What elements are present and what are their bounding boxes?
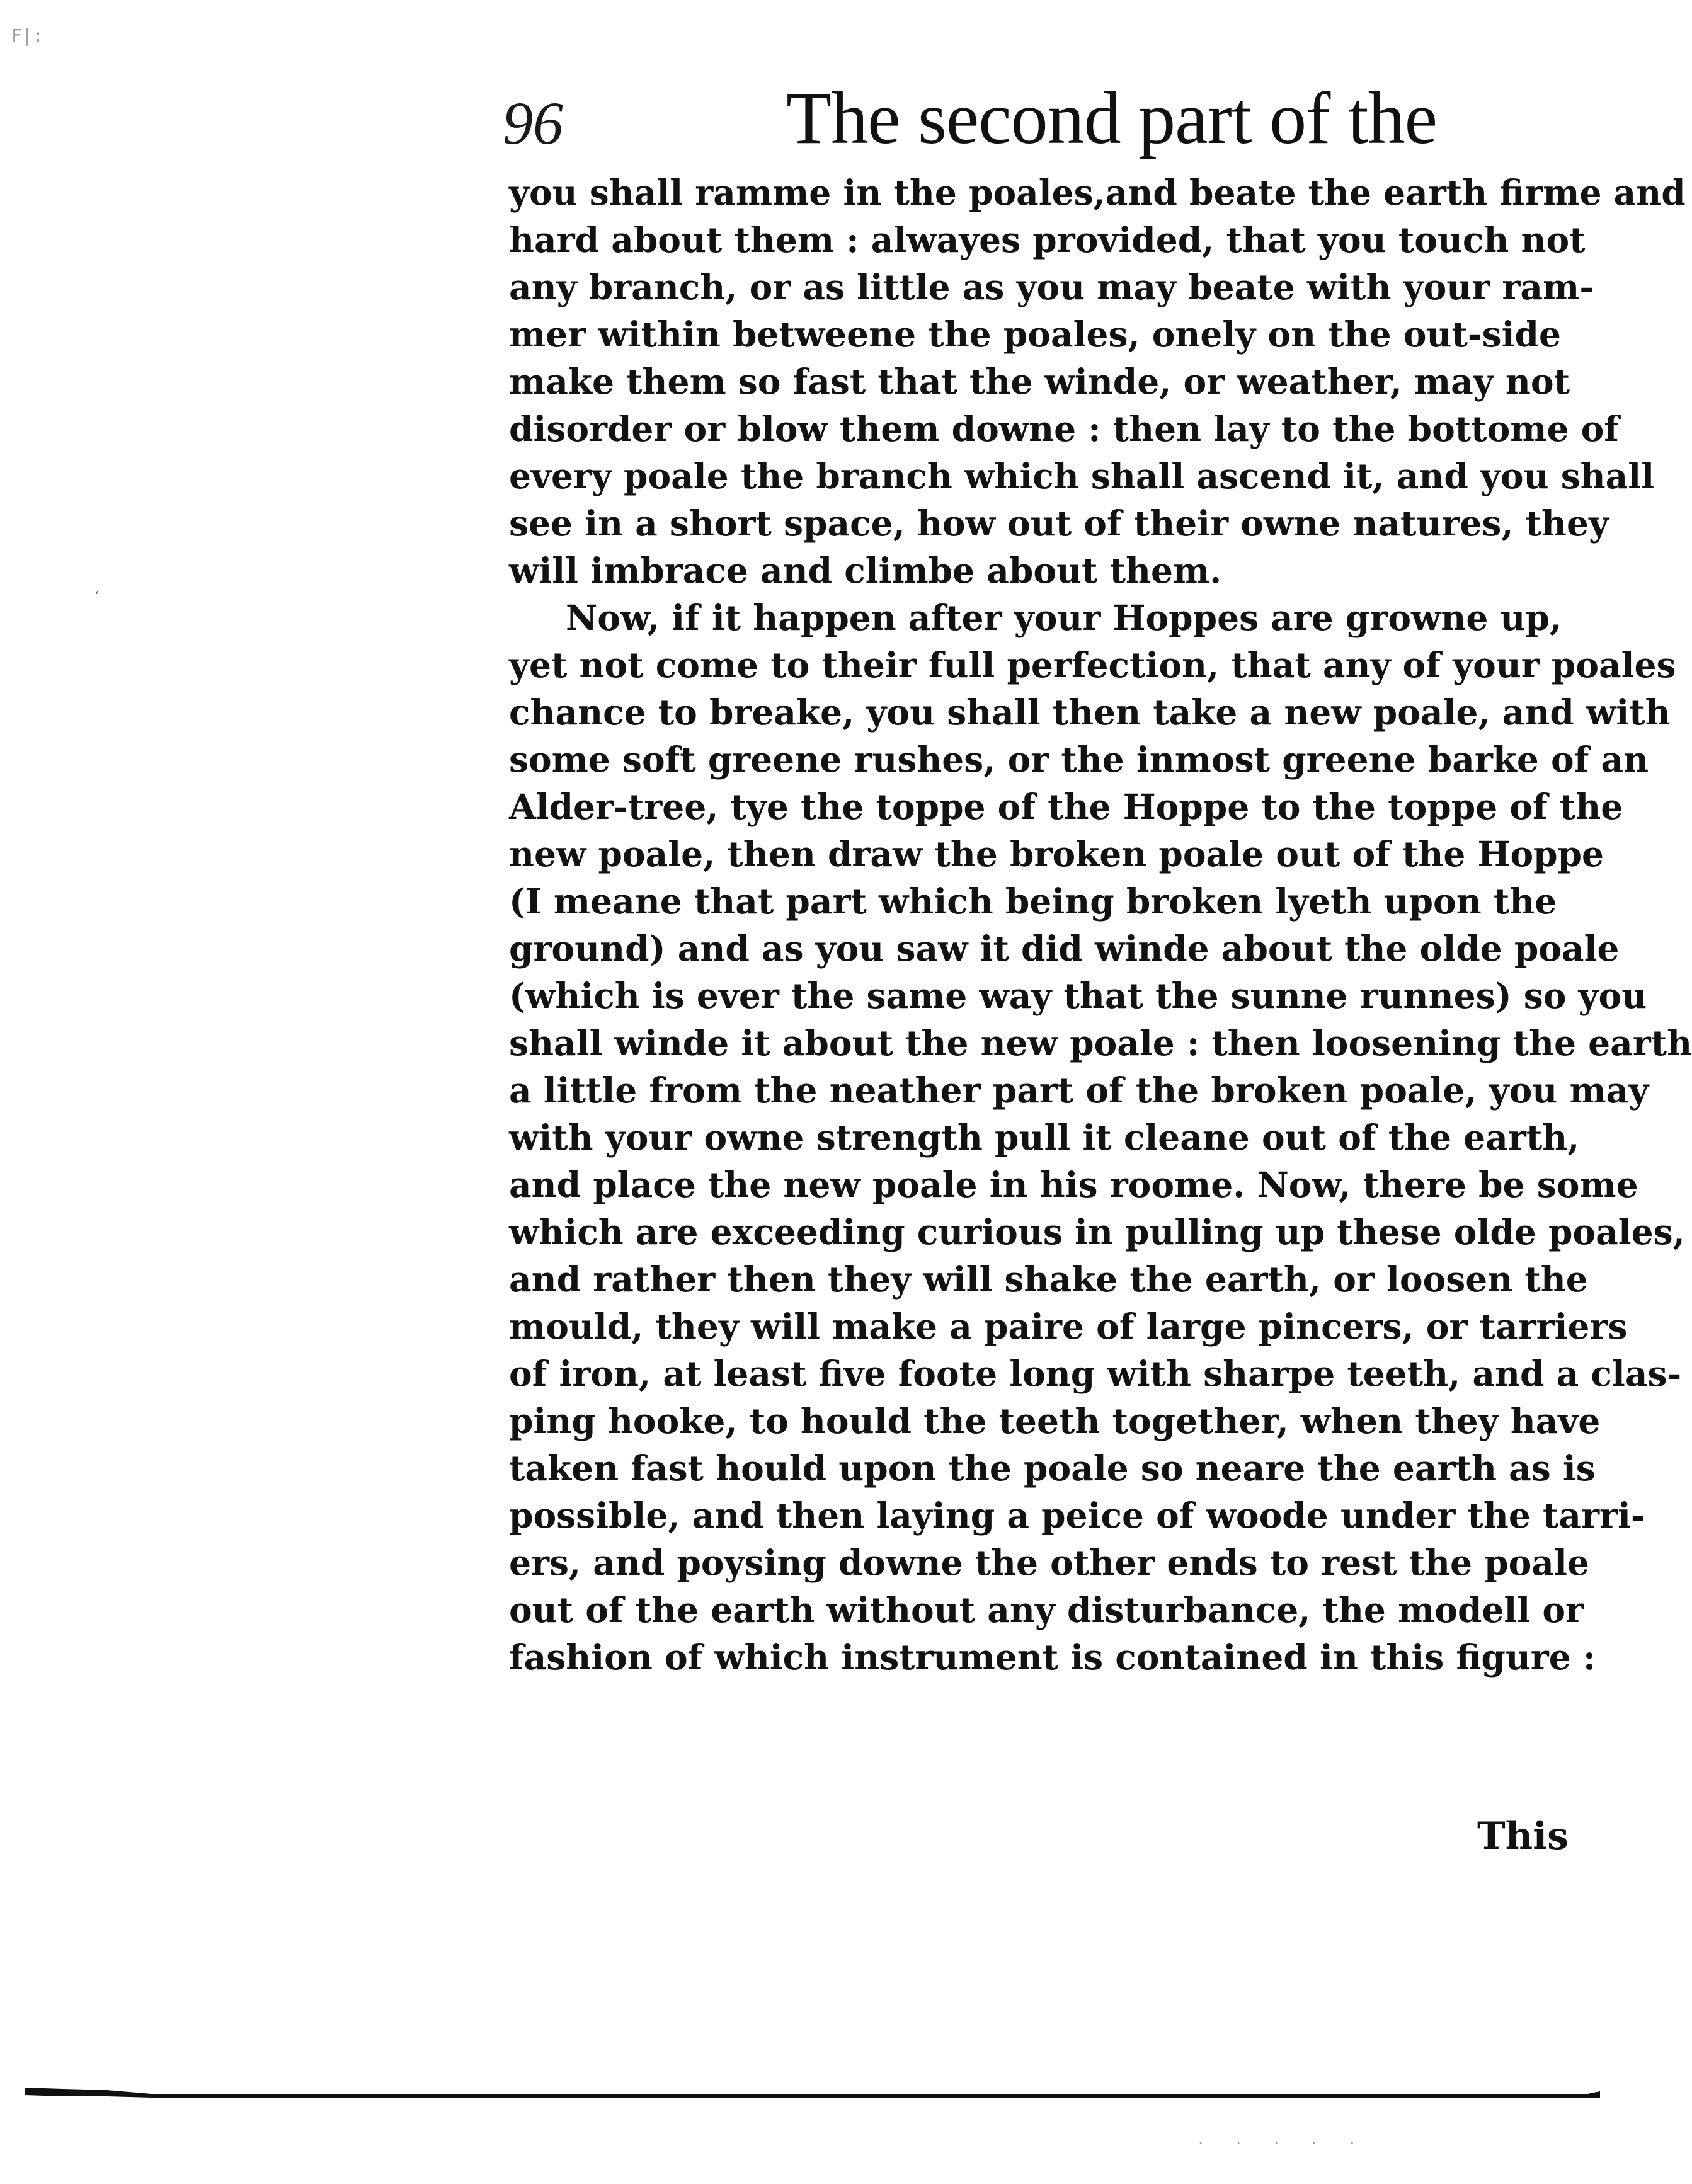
text-line: hard about them : alwayes provided, that you touch not [509, 219, 1586, 260]
text-line: possible, and then laying a peice of woode under the tarri- [509, 1495, 1645, 1536]
page-number: 96 [503, 89, 563, 157]
text-line: which are exceeding curious in pulling up these olde poales, [509, 1211, 1685, 1252]
text-line: every poale the branch which shall ascend it, and you shall [509, 455, 1655, 496]
text-line: disorder or blow them downe : then lay to the bottome of [509, 408, 1619, 449]
bottom-rule [25, 2084, 1600, 2109]
text-line: ers, and poysing downe the other ends to rest the poale [509, 1542, 1589, 1583]
text-line: out of the earth without any disturbance, the modell or [509, 1589, 1584, 1630]
text-line: and place the new poale in his roome. Now, there be some [509, 1164, 1638, 1205]
text-line: and rather then they will shake the earth, or loosen the [509, 1259, 1588, 1300]
text-line: (I meane that part which being broken lyeth upon the [509, 881, 1557, 922]
corner-mark: F|: [11, 25, 43, 46]
text-line: fashion of which instrument is contained in this figure : [509, 1637, 1596, 1678]
text-line: will imbrace and climbe about them. [509, 550, 1222, 591]
text-line: ground) and as you saw it did winde about the olde poale [509, 928, 1620, 969]
text-line: new poale, then draw the broken poale out of the Hoppe [509, 833, 1604, 874]
text-line: ping hooke, to hould the teeth together, when they have [509, 1400, 1601, 1441]
text-line: Alder-tree, tye the toppe of the Hoppe to the toppe of the [509, 786, 1623, 827]
text-line: you shall ramme in the poales,and beate the earth firme and [509, 172, 1686, 213]
text-line: of iron, at least five foote long with sharpe teeth, and a clas- [509, 1353, 1682, 1394]
text-line: shall winde it about the new poale : then loosening the earth [509, 1022, 1692, 1063]
text-line: mould, they will make a paire of large pincers, or tarriers [509, 1306, 1628, 1347]
text-line: any branch, or as little as you may beate with your ram- [509, 266, 1594, 307]
text-line: a little from the neather part of the broken poale, you may [509, 1070, 1649, 1111]
text-line: yet not come to their full perfection, that any of your poales [509, 644, 1676, 685]
running-title: The second part of the [786, 77, 1438, 159]
text-line: chance to breake, you shall then take a new poale, and with [509, 692, 1671, 733]
text-line: mer within betweene the poales, onely on the out-side [509, 314, 1561, 355]
paragraph-first-line: Now, if it happen after your Hoppes are growne up, [566, 597, 1562, 638]
text-line: see in a short space, how out of their owne natures, they [509, 503, 1609, 544]
text-line: some soft greene rushes, or the inmost greene barke of an [509, 739, 1649, 780]
bottom-specks: · · · · · [1197, 2135, 1368, 2151]
body-text [509, 169, 1692, 1681]
text-line: taken fast hould upon the poale so neare the earth as is [509, 1448, 1596, 1489]
text-line: with your owne strength pull it cleane out of the earth, [509, 1117, 1580, 1158]
catchword: This [1477, 1814, 1569, 1858]
page-header [503, 76, 1574, 164]
text-line: make them so fast that the winde, or weather, may not [509, 361, 1570, 402]
text-line: (which is ever the same way that the sunne runnes) so you [509, 975, 1647, 1016]
stray-mark: ‘ [94, 589, 99, 605]
